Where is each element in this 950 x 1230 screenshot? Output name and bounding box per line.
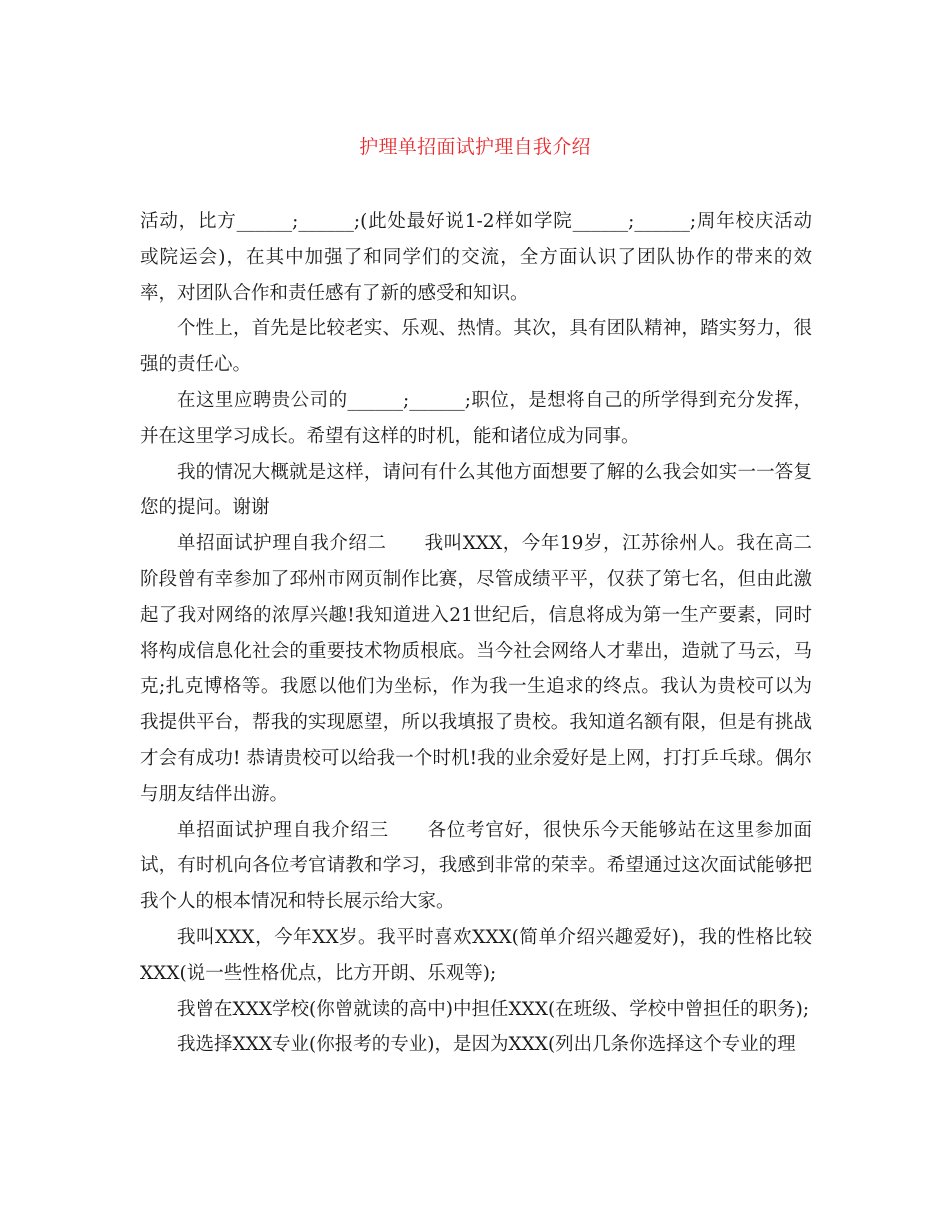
paragraph: 个性上，首先是比较老实、乐观、热情。其次，具有团队精神，踏实努力，很强的责任心。 — [140, 318, 812, 376]
paragraph: 活动，比方______;______;(此处最好说1-2样如学院______;______;周年校庆活动或院运会)，在其中加强了和同学们的交流，全方面认识了团队协作的带来的效率，对团队合作和责任感有了新的感受和知识。 — [140, 211, 812, 304]
paragraph: 我曾在XXX学校(你曾就读的高中)中担任XXX(在班级、学校中曾担任的职务); — [177, 998, 810, 1020]
document-title: 护理单招面试护理自我介绍 — [359, 136, 591, 158]
paragraph: 我选择XXX专业(你报考的专业)，是因为XXX(列出几条你选择这个专业的理 — [177, 1034, 796, 1056]
paragraph: 我的情况大概就是这样，请问有什么其他方面想要了解的么我会如实一一答复您的提问。谢谢 — [140, 461, 812, 519]
paragraph: 单招面试护理自我介绍三 各位考官好，很快乐今天能够站在这里参加面试，有时机向各位考官请教和学习，我感到非常的荣幸。希望通过这次面试能够把我个人的根本情况和特长展示给大家。 — [140, 819, 812, 913]
paragraph: 我叫XXX，今年XX岁。我平时喜欢XXX(简单介绍兴趣爱好)，我的性格比较XXX(说一些性格优点，比方开朗、乐观等); — [140, 926, 812, 984]
paragraph: 在这里应聘贵公司的______;______;职位，是想将自己的所学得到充分发挥，并在这里学习成长。希望有这样的时机，能和诸位成为同事。 — [140, 389, 812, 447]
document-body — [140, 204, 812, 1063]
paragraph: 单招面试护理自我介绍二 我叫XXX，今年19岁，江苏徐州人。我在高二阶段曾有幸参加了邳州市网页制作比赛，尽管成绩平平，仅获了第七名，但由此激起了我对网络的浓厚兴趣!我知道进入21世纪后，信息将成为第一生产要素，同时将构成信息化社会的重要技术物质根底。当今社会网络人才辈出，造就了马云，马克;扎克博格等。我愿以他们为坐标，作为我一生追求的终点。我认为贵校可以为我提供平台，帮我的实现愿望，所以我填报了贵校。我知道名额有限，但是有挑战才会有成功! 恭请贵校可以给我一个时机!我的业余爱好是上网，打打乒乓球。偶尔与朋友结伴出游。 — [140, 533, 812, 805]
